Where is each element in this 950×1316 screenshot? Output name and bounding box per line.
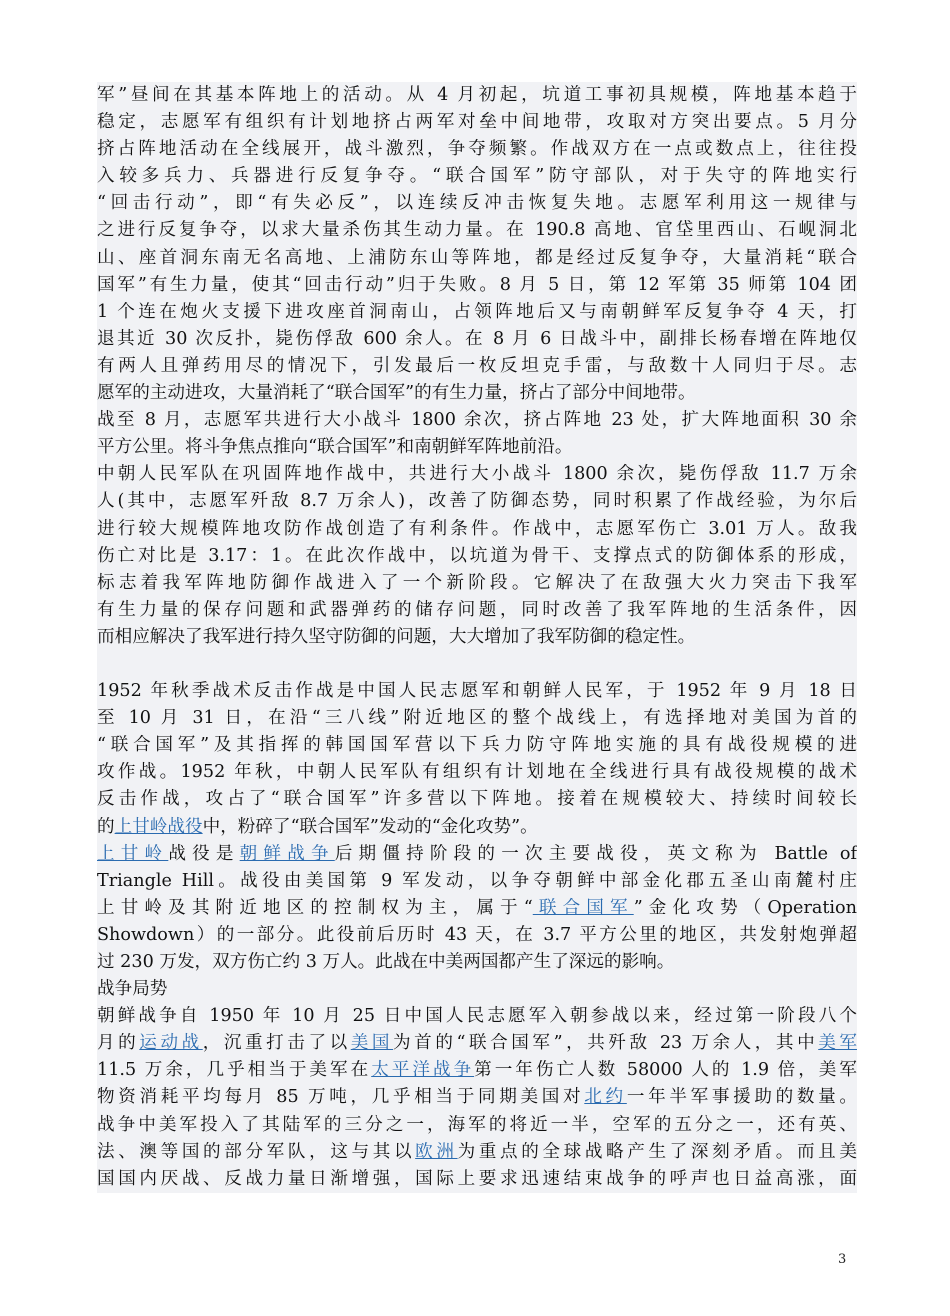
text-line xyxy=(97,217,857,244)
text-line xyxy=(97,380,857,407)
text-line xyxy=(97,597,857,624)
text-line xyxy=(97,732,857,759)
text-segment: 月的 xyxy=(97,1033,140,1054)
text-segment: 战至 8 月，志愿军共进行大小战斗 1800 余次，挤占阵地 23 处，扩大阵地面积 30 余 xyxy=(97,410,857,431)
hyperlink[interactable]: 上甘岭 xyxy=(97,843,169,864)
hyperlink[interactable]: 上甘岭战役 xyxy=(114,816,203,837)
text-segment: 至 10 月 31 日，在沿“三八线”附近地区的整个战线上，有选择地对美国为首的 xyxy=(97,708,857,729)
text-segment: Triangle Hill。战役由美国第 9 军发动，以争夺朝鲜中部金化郡五圣山南麓村庄 xyxy=(97,870,857,891)
text-line xyxy=(97,1084,857,1111)
text-segment: 有两人且弹药用尽的情况下，引发最后一枚反坦克手雷，与敌数十人同归于尽。志 xyxy=(97,355,857,376)
text-line xyxy=(97,1057,857,1084)
text-line xyxy=(97,678,857,705)
text-line xyxy=(97,1139,857,1166)
text-line xyxy=(97,434,857,461)
text-line xyxy=(97,407,857,434)
text-line xyxy=(97,461,857,488)
text-segment: 愿军的主动进攻，大量消耗了“联合国军”的有生力量，挤占了部分中间地带。 xyxy=(97,383,696,404)
text-segment: Showdown）的一部分。此役前后历时 43 天，在 3.7 平方公里的地区，共发射炮弹超 xyxy=(97,924,857,945)
text-segment: 军”昼间在其基本阵地上的活动。从 4 月初起，坑道工事初具规模，阵地基本趋于 xyxy=(97,85,857,105)
text-line xyxy=(97,705,857,732)
text-line xyxy=(97,516,857,543)
text-line xyxy=(97,136,857,163)
text-line xyxy=(97,841,857,868)
text-segment: “回击行动”，即“有失必反”，以连续反冲击恢复失地。志愿军利用这一规律与 xyxy=(97,193,857,214)
document-body xyxy=(97,82,857,1193)
text-segment: 入较多兵力、兵器进行反复争夺。“联合国军”防守部队，对于失守的阵地实行 xyxy=(97,166,857,187)
text-segment: 战役是 xyxy=(168,843,240,864)
text-line xyxy=(97,190,857,217)
text-segment: 反击作战，攻占了“联合国军”许多营以下阵地。接着在规模较大、持续时间较长 xyxy=(97,789,857,810)
hyperlink[interactable]: 美国 xyxy=(350,1033,394,1054)
text-line xyxy=(97,895,857,922)
text-segment: 朝鲜战争自 1950 年 10 月 25 日中国人民志愿军入朝参战以来，经过第一阶段八个 xyxy=(97,1006,857,1027)
text-line xyxy=(97,353,857,380)
text-segment: 物资消耗平均每月 85 万吨，几乎相当于同期美国对 xyxy=(97,1087,585,1108)
text-line xyxy=(97,1003,857,1030)
hyperlink[interactable]: 朝鲜战争 xyxy=(239,843,335,864)
text-line xyxy=(97,299,857,326)
text-segment: 标志着我军阵地防御作战进入了一个新阶段。它解决了在敌强大火力突击下我军 xyxy=(97,572,857,593)
text-segment: 战争中美军投入了其陆军的三分之一，海军的将近一半，空军的五分之一，还有英、 xyxy=(97,1114,857,1135)
text-line xyxy=(97,326,857,353)
text-segment: ，沉重打击了以 xyxy=(202,1033,351,1054)
text-line xyxy=(97,570,857,597)
text-segment: 法、澳等国的部分军队，这与其以 xyxy=(97,1141,416,1162)
page-number: 3 xyxy=(838,1252,847,1267)
text-segment: 稳定，志愿军有组织有计划地挤占两军对垒中间地带，攻取对方突出要点。5 月分 xyxy=(97,112,857,133)
text-segment: 战争局势 xyxy=(97,979,168,1000)
text-segment: “联合国军”及其指挥的韩国国军营以下兵力防守阵地实施的具有战役规模的进 xyxy=(97,735,857,756)
text-segment: 人(其中，志愿军歼敌 8.7 万余人)，改善了防御态势，同时积累了作战经验，为尔后 xyxy=(97,491,857,512)
hyperlink[interactable]: 运动战 xyxy=(139,1033,203,1054)
text-segment: 中朝人民军队在巩固阵地作战中，共进行大小战斗 1800 余次，毙伤俘敌 11.7 万余 xyxy=(97,464,857,485)
text-segment: 有生力量的保存问题和武器弹药的储存问题，同时改善了我军阵地的生活条件，因 xyxy=(97,599,857,620)
text-line xyxy=(97,272,857,299)
text-line xyxy=(97,1112,857,1139)
text-segment: 而相应解决了我军进行持久坚守防御的问题，大大增加了我军防御的稳定性。 xyxy=(97,626,696,647)
hyperlink[interactable]: 美军 xyxy=(818,1033,857,1054)
text-segment: 1952 年秋季战术反击作战是中国人民志愿军和朝鲜人民军，于 1952 年 9 月 18 日 xyxy=(97,681,857,702)
text-line xyxy=(97,786,857,813)
text-segment: 上甘岭及其附近地区的控制权为主，属于“ xyxy=(97,897,533,918)
text-segment: 国国内厌战、反战力量日渐增强，国际上要求迅速结束战争的呼声也日益高涨，面 xyxy=(97,1168,857,1189)
text-line xyxy=(97,976,857,1003)
hyperlink[interactable]: 北约 xyxy=(584,1087,627,1108)
text-line xyxy=(97,949,857,976)
text-segment: 11.5 万余，几乎相当于美军在 xyxy=(97,1060,372,1081)
text-line xyxy=(97,759,857,786)
text-line xyxy=(97,1166,857,1193)
text-line xyxy=(97,163,857,190)
text-line xyxy=(97,868,857,895)
text-line xyxy=(97,245,857,272)
text-segment: 第一年伤亡人数 58000 人的 1.9 倍，美军 xyxy=(474,1060,857,1081)
text-segment: 攻作战。1952 年秋，中朝人民军队有组织有计划地在全线进行具有战役规模的战术 xyxy=(97,762,857,783)
hyperlink[interactable]: 欧洲 xyxy=(415,1141,458,1162)
text-segment: 后期僵持阶段的一次主要战役，英文称为 Battle of xyxy=(334,843,857,864)
text-line xyxy=(97,109,857,136)
text-line xyxy=(97,922,857,949)
hyperlink[interactable]: 太平洋战争 xyxy=(371,1060,475,1081)
text-line xyxy=(97,1030,857,1057)
text-segment: 退其近 30 次反扑，毙伤俘敌 600 余人。在 8 月 6 日战斗中，副排长杨春增在阵地仅 xyxy=(97,328,857,349)
text-segment: ”金化攻势（Operation xyxy=(633,897,857,918)
text-line xyxy=(97,624,857,651)
hyperlink[interactable]: 联合国军 xyxy=(532,897,634,918)
text-segment: 挤占阵地活动在全线展开，战斗激烈，争夺频繁。作战双方在一点或数点上，往往投 xyxy=(97,139,857,160)
text-segment: 过 230 万发，双方伤亡约 3 万人。此战在中美两国都产生了深远的影响。 xyxy=(97,952,675,972)
text-segment: 山、座首洞东南无名高地、上浦防东山等阵地，都是经过反复争夺，大量消耗“联合 xyxy=(97,247,857,268)
text-segment: 平方公里。将斗争焦点推向“联合国军”和南朝鲜军阵地前沿。 xyxy=(97,437,573,458)
text-line xyxy=(97,488,857,515)
blank-line xyxy=(97,651,857,678)
text-segment: 的 xyxy=(97,816,115,837)
text-segment: 一年半军事援助的数量。 xyxy=(626,1087,857,1108)
text-segment: 进行较大规模阵地攻防作战创造了有利条件。作战中，志愿军伤亡 3.01 万人。敌我 xyxy=(97,518,857,539)
text-segment: 之进行反复争夺，以求大量杀伤其生动力量。在 190.8 高地、官垈里西山、石岘洞北 xyxy=(97,220,857,241)
text-segment: 为首的“联合国军”，共歼敌 23 万余人，其中 xyxy=(393,1033,819,1054)
text-segment: 中，粉碎了“联合国军”发动的“金化攻势”。 xyxy=(202,816,538,837)
text-segment: 国军”有生力量，使其“回击行动”归于失败。8 月 5 日，第 12 军第 35 师第 104 团 xyxy=(97,274,857,295)
text-line xyxy=(97,82,857,109)
text-segment: 伤亡对比是 3.17：1。在此次作战中，以坑道为骨干、支撑点式的防御体系的形成， xyxy=(97,545,857,566)
text-segment: 1 个连在炮火支援下进攻座首洞南山，占领阵地后又与南朝鲜军反复争夺 4 天，打 xyxy=(97,301,857,322)
text-segment: 为重点的全球战略产生了深刻矛盾。而且美 xyxy=(457,1141,857,1162)
text-line xyxy=(97,814,857,841)
text-line xyxy=(97,543,857,570)
